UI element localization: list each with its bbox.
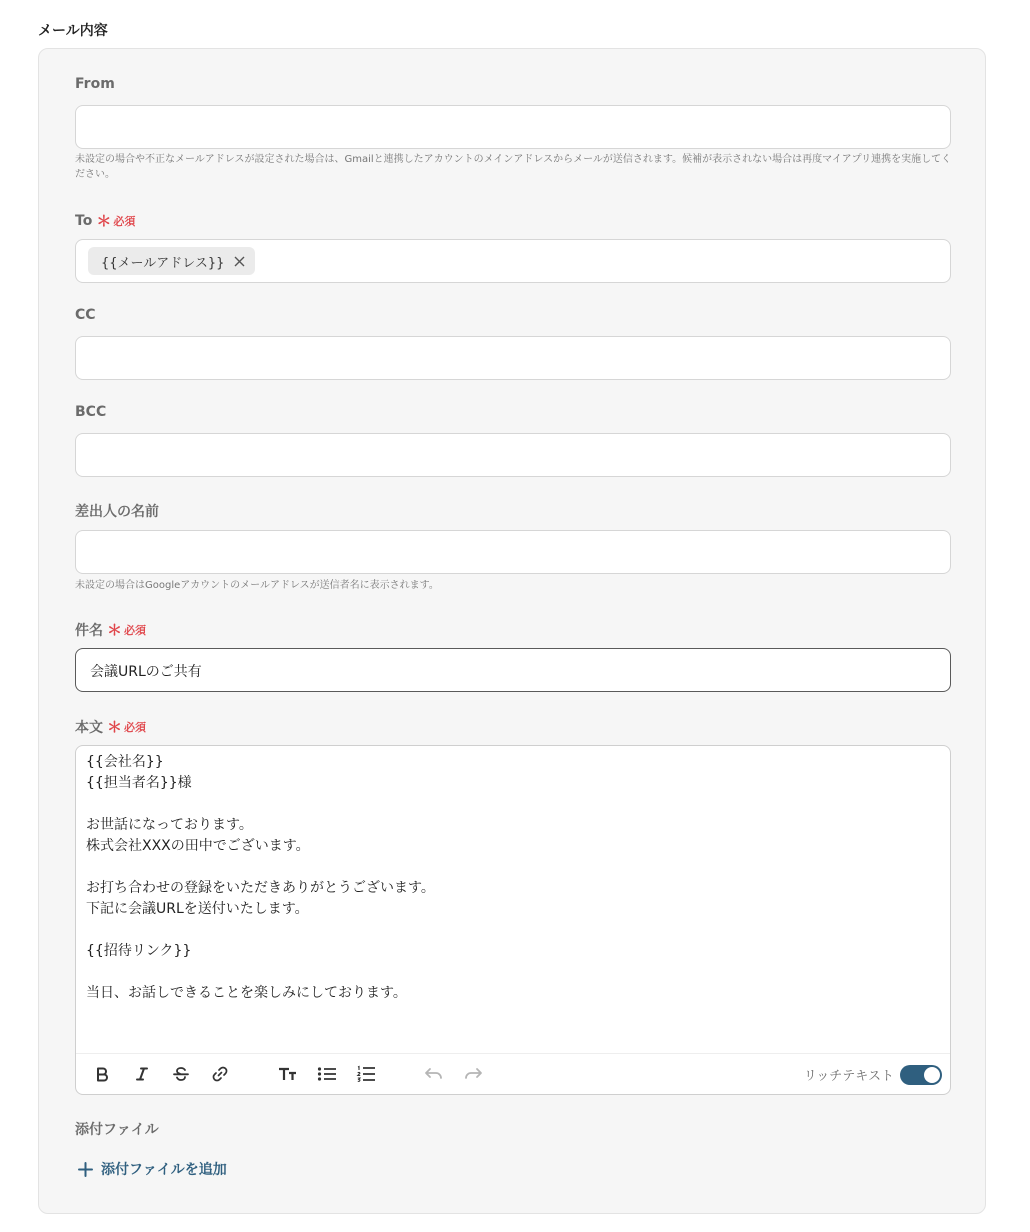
link-icon[interactable] [209,1063,231,1085]
body-line [86,794,940,815]
rich-text-label: リッチテキスト [803,1069,894,1084]
body-label [75,716,146,737]
bcc-label [75,404,106,420]
body-text-area[interactable] [86,752,940,1052]
cc-label-text: CC [75,307,96,323]
bcc-input[interactable] [75,433,951,477]
from-hint: 未設定の場合や不正なメールアドレスが設定された場合は、Gmailと連携したアカウントのメインアドレスからメールが送信されます。候補が表示されない場合は再度マイアプリ連携を実施してください。 [75,154,952,180]
plus-icon [78,1162,93,1177]
rich-text-toggle[interactable] [900,1065,942,1085]
to-input[interactable] [75,239,951,283]
required-asterisk: ＊ [107,718,123,736]
section-title: メール内容 [38,23,108,39]
toggle-knob [924,1067,940,1083]
strikethrough-icon[interactable] [170,1063,192,1085]
attachments-label [75,1119,159,1139]
italic-icon[interactable] [131,1063,153,1085]
recipient-chip[interactable] [88,247,255,275]
recipient-chip-label: {{メールアドレス}} [101,255,225,271]
required-asterisk: ＊ [96,212,112,230]
body-line: お打ち合わせの登録をいただきありがとうございます。 [86,880,435,896]
editor-toolbar [76,1053,950,1094]
body-line [86,962,940,983]
bold-icon[interactable] [91,1063,113,1085]
required-badge: 必須 [124,720,147,734]
required-asterisk: ＊ [107,621,123,639]
body-label-text: 本文 [75,719,103,736]
body-line [86,857,940,878]
body-line: お世話になっております。 [86,817,253,833]
body-line: 下記に会議URLを送付いたします。 [86,901,309,917]
add-attachment-button[interactable] [78,1159,227,1179]
from-label [75,76,115,92]
body-editor[interactable] [75,745,951,1095]
body-line: {{担当者名}}様 [86,775,192,791]
undo-icon[interactable] [423,1063,445,1085]
sender-name-label-text: 差出人の名前 [75,504,159,520]
add-attachment-label: 添付ファイルを追加 [101,1162,227,1178]
body-line: 当日、お話しできることを楽しみにしております。 [86,985,407,1001]
cc-label [75,307,96,323]
required-badge: 必須 [113,214,136,228]
from-input[interactable] [75,105,951,149]
from-label-text: From [75,76,115,92]
close-icon[interactable] [234,256,245,267]
sender-name-input[interactable] [75,530,951,574]
to-label-text: To [75,212,93,229]
text-size-icon[interactable] [277,1063,299,1085]
body-line: {{招待リンク}} [86,943,192,959]
cc-input[interactable] [75,336,951,380]
attachments-label-text: 添付ファイル [75,1122,159,1138]
required-badge: 必須 [124,623,147,637]
sender-name-hint: 未設定の場合はGoogleアカウントのメールアドレスが送信者名に表示されます。 [75,580,439,591]
subject-input[interactable] [75,648,951,692]
subject-label [75,619,146,640]
body-line: {{会社名}} [86,754,164,770]
bcc-label-text: BCC [75,404,107,420]
body-line [86,920,940,941]
redo-icon[interactable] [462,1063,484,1085]
sender-name-label [75,501,159,521]
bullet-list-icon[interactable] [316,1063,338,1085]
subject-input-value: 会議URLのご共有 [90,664,202,680]
body-line: 株式会社XXXの田中でございます。 [86,838,310,854]
to-label [75,210,135,231]
numbered-list-icon[interactable] [355,1063,377,1085]
subject-label-text: 件名 [75,622,103,639]
